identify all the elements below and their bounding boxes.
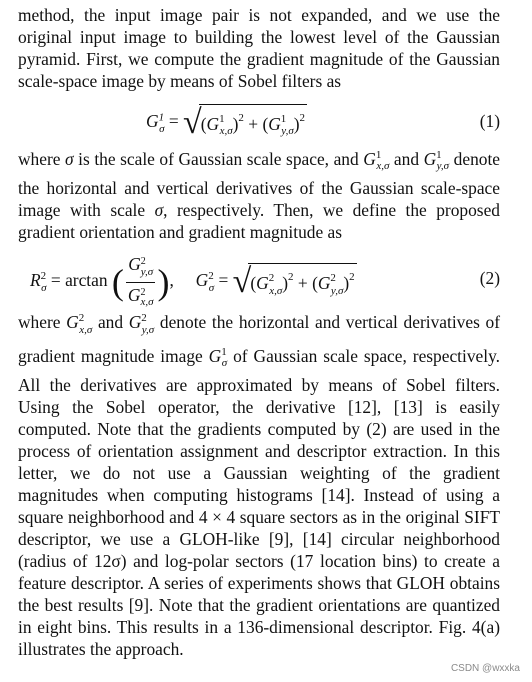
equation-1-body: $G^1_\sigma = √(G^1_{x,\sigma})^2 + (G^1_{y,\sigma})^2$ (146, 104, 306, 142)
equation-2 (18, 251, 500, 309)
equation-2-body: $R^2_\sigma = \arctan$ ( $\frac{G^2_{y,\sigma}}{G^2_{x,\sigma}}$ ), $G^2_\sigma = √(G^2_{x,\sigma})^2 + (G^2_{y,\sigma})^2$ (30, 254, 355, 309)
paper-page (18, 4, 500, 660)
equation-1-number: (1) (479, 111, 500, 131)
paragraph-2: where σ is the scale of Gaussian scale space, and $G^1_{x,\sigma}$ and $G^1_{y,\sigma}$ denote the horizontal and vertical derivatives of the Gaussian scale-space image with scale σ, respectively. Then, we define the proposed gradient orientation and gradient magnitude as (18, 149, 501, 243)
watermark: CSDN @wxxka (450, 663, 520, 674)
equation-2-number: (2) (479, 268, 500, 289)
paragraph-1: method, the input image pair is not expanded, and we use the original input image to building the lowest level of the Gaussian pyramid. First, we compute the gradient magnitude of the Gaussian scale-space image by means of Sobel filters as (18, 5, 500, 91)
paragraph-3: where $G^2_{x,\sigma}$ and $G^2_{y,\sigma}$ denote the horizontal and vertical derivatives of gradient magnitude image $G^1_\sigma$ of Gaussian scale space, respectively. All the derivatives are approximated by means of Sobel filters. Using the Sobel operator, the derivative [12], [13] is easily computed. Note that the gradients computed by (2) are used in the process of orientation assignment and descriptor extraction. In this letter, we do not use a Gaussian weighting of the gradient magnitudes when computing histograms [14]. Instead of using a square neighborhood and 4 × 4 square sectors as in the original SIFT descriptor, we use a GLOH-like [9], [14] circular neighborhood (radius of 12σ) and log-polar sectors (17 location bins) to create a feature descriptor. A series of experiments shows that GLOH obtains the best results [9]. Note that the gradient orientations are quantized in eight bins. This results in a 136-dimensional descriptor. Fig. 4(a) illustrates the approach. (18, 312, 501, 660)
equation-1 (18, 100, 500, 144)
